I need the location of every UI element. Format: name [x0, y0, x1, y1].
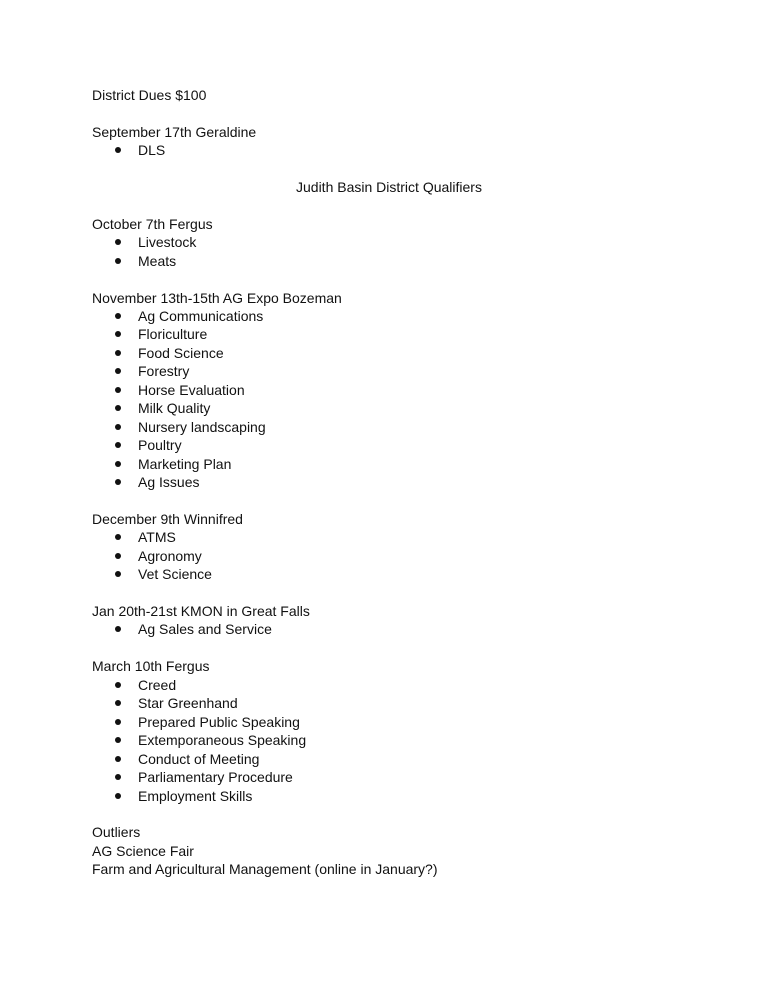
list-item: Livestock [138, 234, 197, 250]
section-heading-october: October 7th Fergus [92, 216, 213, 232]
bullet-icon [115, 682, 121, 688]
bullet-icon [115, 258, 121, 264]
list-item: Horse Evaluation [138, 382, 245, 398]
list-item: Star Greenhand [138, 695, 238, 711]
bullet-icon [115, 756, 121, 762]
list-item: ATMS [138, 529, 176, 545]
page-title: Judith Basin District Qualifiers [296, 179, 482, 195]
list-item: Marketing Plan [138, 456, 232, 472]
bullet-icon [115, 719, 121, 725]
bullet-icon [115, 774, 121, 780]
bullet-icon [115, 737, 121, 743]
list-item: Vet Science [138, 566, 212, 582]
list-item: Conduct of Meeting [138, 751, 260, 767]
list-item: Food Science [138, 345, 224, 361]
list-item: Ag Sales and Service [138, 621, 272, 637]
bullet-icon [115, 553, 121, 559]
list-item: Nursery landscaping [138, 419, 266, 435]
bullet-icon [115, 571, 121, 577]
bullet-icon [115, 442, 121, 448]
list-item: Ag Communications [138, 308, 264, 324]
district-dues: District Dues $100 [92, 87, 207, 103]
bullet-icon [115, 368, 121, 374]
list-item: Milk Quality [138, 400, 211, 416]
bullet-icon [115, 534, 121, 540]
bullet-icon [115, 461, 121, 467]
list-item: Forestry [138, 363, 190, 379]
section-heading-november: November 13th-15th AG Expo Bozeman [92, 290, 342, 306]
list-item: Creed [138, 677, 177, 693]
list-item: DLS [138, 142, 166, 158]
list-item: Ag Issues [138, 474, 200, 490]
section-heading-december: December 9th Winnifred [92, 511, 243, 527]
bullet-icon [115, 793, 121, 799]
list-item: Employment Skills [138, 788, 253, 804]
list-item: Extemporaneous Speaking [138, 732, 307, 748]
list-item: Parliamentary Procedure [138, 769, 293, 785]
outliers-heading: Outliers [92, 824, 141, 840]
list-item: Poultry [138, 437, 182, 453]
list-item: Floriculture [138, 326, 208, 342]
bullet-icon [115, 424, 121, 430]
bullet-icon [115, 700, 121, 706]
bullet-icon [115, 626, 121, 632]
bullet-icon [115, 479, 121, 485]
outlier-line: Farm and Agricultural Management (online in January?) [92, 861, 438, 877]
section-heading-march: March 10th Fergus [92, 658, 210, 674]
bullet-icon [115, 350, 121, 356]
bullet-icon [115, 313, 121, 319]
bullet-icon [115, 147, 121, 153]
bullet-icon [115, 405, 121, 411]
outlier-line: AG Science Fair [92, 843, 194, 859]
bullet-icon [115, 331, 121, 337]
bullet-icon [115, 387, 121, 393]
bullet-icon [115, 239, 121, 245]
list-item: Prepared Public Speaking [138, 714, 300, 730]
list-item: Agronomy [138, 548, 202, 564]
section-heading-january: Jan 20th-21st KMON in Great Falls [92, 603, 310, 619]
list-item: Meats [138, 253, 177, 269]
section-heading-september: September 17th Geraldine [92, 124, 257, 140]
